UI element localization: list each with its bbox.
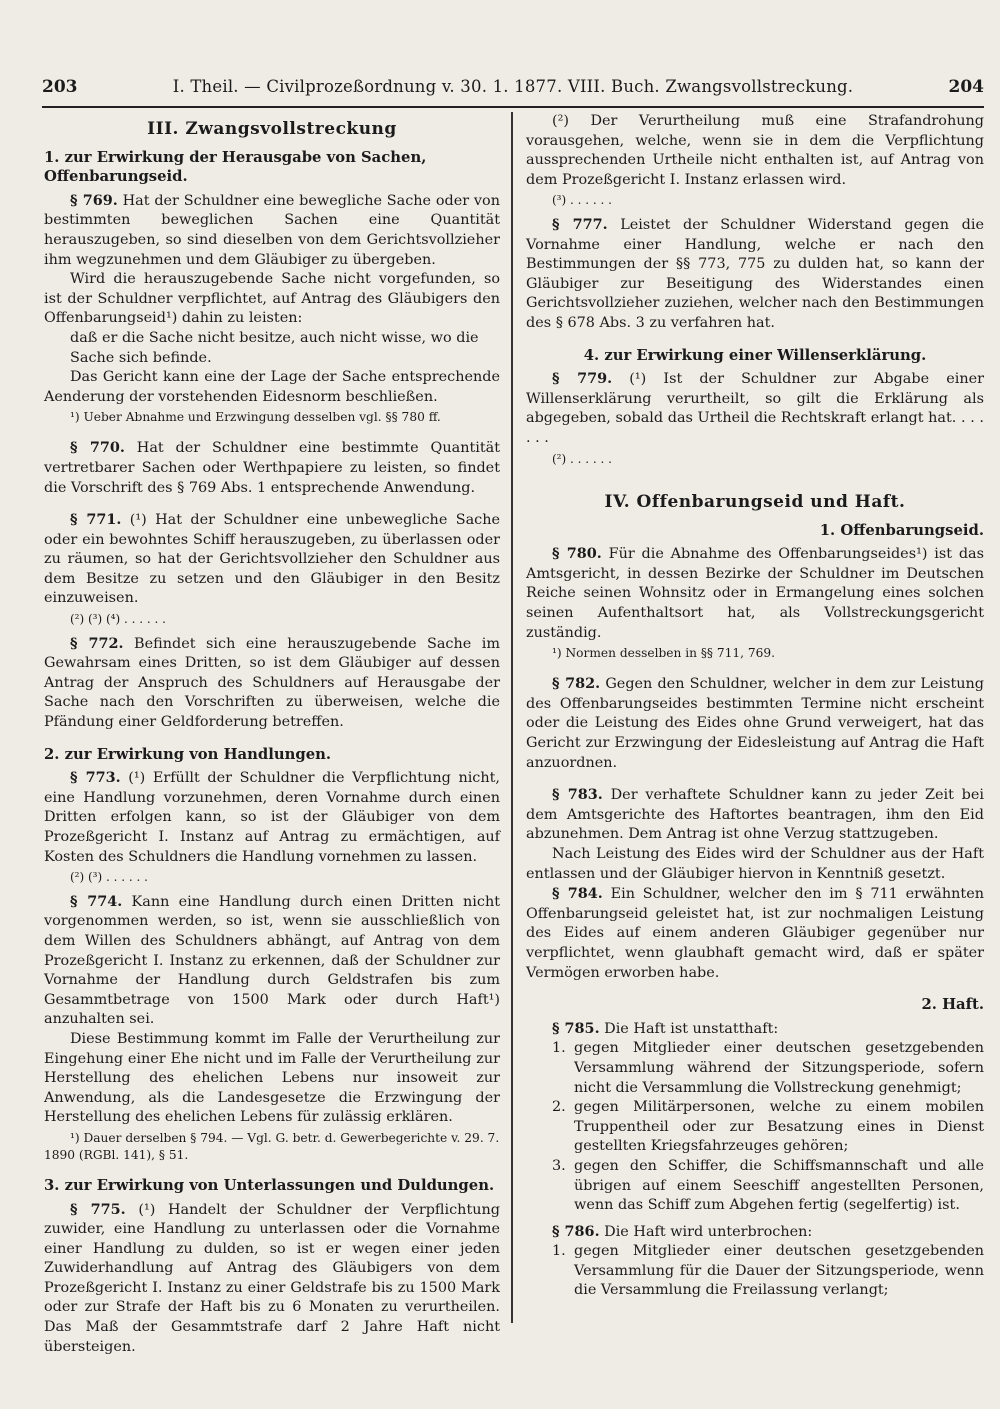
subheading-herausgabe: 1. zur Erwirkung der Herausgabe von Sachen, Offenbarungseid. xyxy=(44,148,427,186)
section-number: § 769. xyxy=(70,191,118,209)
right-column xyxy=(526,112,984,1301)
page-number-right: 204 xyxy=(948,77,984,97)
column-divider xyxy=(511,112,513,1323)
oath-formula: daß er die Sache nicht besitze, auch nicht wisse, wo die Sache sich befinde. xyxy=(70,329,479,366)
section-783-para2: Nach Leistung des Eides wird der Schuldner aus der Haft entlassen und der Gläubiger hiervon in Kenntniß gesetzt. xyxy=(526,846,984,882)
subheading-unterlassungen: 3. zur Erwirkung von Unterlassungen und Duldungen. xyxy=(44,1176,495,1194)
footnote-780: ¹) Normen desselben in §§ 711, 769. xyxy=(552,646,776,661)
section-785: § 785. Die Haft ist unstatthaft: xyxy=(552,1019,779,1037)
section-769-para2: Wird die herauszugebende Sache nicht vorgefunden, so ist der Schuldner verpflichtet, auf Antrag des Gläubigers den Offenbarungseid¹) dahin zu leisten: xyxy=(44,271,500,327)
list-item: 1. gegen Mitglieder einer deutschen gesetzgebenden Versammlung für die Dauer der Sitzungsperiode, wenn die Versammlung die Freilassung verlangt; xyxy=(552,1243,984,1299)
section-772: § 772. Befindet sich eine herauszugebende Sache im Gewahrsam eines Dritten, so ist dem Gläubiger auf dessen Antrag der Anspruch des Schuldners auf Herausgabe der Sache nach den Vorschriften zu überweisen, welche die Pfändung einer Geldforderung betreffen. xyxy=(44,634,501,731)
section-771: § 771. (¹) Hat der Schuldner eine unbewegliche Sache oder ein bewohntes Schiff herauszugeben, zu überlassen oder zu räumen, so hat der Gerichtsvollzieher den Schuldner aus dem Besitze zu setzen und den Gläubiger in den Besitz einzuweisen. xyxy=(44,511,500,607)
left-column xyxy=(44,112,500,1357)
section-784: § 784. Ein Schuldner, welcher den im § 711 erwähnten Offenbarungseid geleistet hat, ist zur nochmaligen Leistung des Eides auf einem anderen Gläubiger gegenüber nur verpflichtet, wenn glaubhaft gemacht wird, daß er später Vermögen erworben habe. xyxy=(526,885,984,981)
section-774-para2: Diese Bestimmung kommt im Falle der Verurtheilung zur Eingehung einer Ehe nicht und im Falle der Verurtheilung zur Herstellung des ehelichen Lebens nur insoweit zur Anwendung, als die Landesgesetze die Erzwingung der Herstellung des ehelichen Lebens für zulässig erklären. xyxy=(44,1030,500,1126)
omitted-paragraphs: (²) (³) (⁴) . . . . . . xyxy=(70,612,166,627)
section-783: § 783. Der verhaftete Schuldner kann zu jeder Zeit bei dem Amtsgerichte des Haftortes beantragen, ihm den Eid abzunehmen. Dem Antrag ist ohne Verzug stattzugeben. xyxy=(526,786,984,843)
section-775-para2: (²) Der Verurtheilung muß eine Strafandrohung vorausgehen, welche, wenn sie in dem die Verpflichtung aussprechenden Urtheile nicht enthalten ist, auf Antrag von dem Prozeßgericht I. Instanz erlassen wird. xyxy=(526,113,984,188)
list-item: 2. gegen Militärpersonen, welche zu einem mobilen Truppentheil oder zur Besatzung eines in Dienst gestellten Kriegsfahrzeuges gehören; xyxy=(552,1099,984,1155)
list-item: 1. gegen Mitglieder einer deutschen gesetzgebenden Versammlung während der Sitzungsperiode, sofern nicht die Versammlung die Vollstreckung genehmigt; xyxy=(552,1040,984,1096)
section-773: § 773. (¹) Erfüllt der Schuldner die Verpflichtung nicht, eine Handlung vorzunehmen, deren Vornahme durch einen Dritten erfolgen kann, so ist der Gläubiger von dem Prozeßgericht I. Instanz auf Antrag zu ermächtigen, auf Kosten des Schuldners die Handlung vornehmen zu lassen. xyxy=(44,769,500,865)
section-770: § 770. Hat der Schuldner eine bestimmte Quantität vertretbarer Sachen oder Werthpapiere zu leisten, so findet die Vorschrift des § 769 Abs. 1 entsprechende Anwendung. xyxy=(44,439,501,496)
section-775: § 775. (¹) Handelt der Schuldner der Verpflichtung zuwider, eine Handlung zu unterlassen oder die Vornahme einer Handlung zu dulden, so ist er wegen einer jeden Zuwiderhandlung auf Antrag des Gläubigers von dem Prozeßgericht I. Instanz zu einer Geldstrafe bis zu 1500 Mark oder zur Strafe der Haft bis zu 6 Monaten zu verurtheilen. Das Maß der Gesammtstrafe darf 2 Jahre Haft nicht übersteigen. xyxy=(44,1200,500,1355)
section-782: § 782. Gegen den Schuldner, welcher in dem zur Leistung des Offenbarungseides bestimmten Termine nicht erscheint oder die Leistung des Eides ohne Grund verweigert, hat das Gericht zur Erzwingung der Eidesleistung auf Antrag die Haft anzuordnen. xyxy=(526,675,984,771)
section-779: § 779. (¹) Ist der Schuldner zur Abgabe einer Willenserklärung verurtheilt, so gilt die Erklärung als abgegeben, sobald das Urtheil die Rechtskraft erlangt hat. . . . . . . xyxy=(526,370,984,446)
section-769: § 769. Hat der Schuldner eine bewegliche Sache oder von bestimmten beweglichen Sachen eine Quantität herauszugeben, so sind dieselben von dem Gerichtsvollzieher ihm wegzunehmen und dem Gläubiger zu übergeben. xyxy=(44,191,500,268)
running-title: I. Theil. — Civilprozeßordnung v. 30. 1. 1877. VIII. Buch. Zwangsvollstreckung. xyxy=(172,77,854,96)
footnote-774: ¹) Dauer derselben § 794. — Vgl. G. betr. d. Gewerbegerichte v. 29. 7. 1890 (RGBl. 141), § 51. xyxy=(44,1130,500,1162)
footnote-769: ¹) Ueber Abnahme und Erzwingung desselben vgl. §§ 780 ff. xyxy=(70,410,441,425)
part-heading-iv: IV. Offenbarungseid und Haft. xyxy=(604,492,906,513)
omitted-paragraphs: (²) . . . . . . xyxy=(552,451,612,466)
running-header xyxy=(42,72,984,102)
section-769-para3: Das Gericht kann eine der Lage der Sache entsprechende Aenderung der vorstehenden Eidesnorm beschließen. xyxy=(44,369,500,405)
omitted-paragraphs: (²) (³) . . . . . . xyxy=(70,870,148,885)
section-774: § 774. Kann eine Handlung durch einen Dritten nicht vorgenommen werden, so ist, wenn sie ausschließlich von dem Willen des Schuldners abhängt, auf Antrag von dem Prozeßgericht I. Instanz zu erkennen, daß der Schuldner zur Vornahme der Handlung durch Geldstrafen bis zum Gesammtbetrage von 1500 Mark oder durch Haft¹) anzuhalten sei. xyxy=(44,892,500,1028)
page-number-left: 203 xyxy=(42,77,78,97)
subheading-offenbarungseid: 1. Offenbarungseid. xyxy=(819,521,984,539)
omitted-paragraphs: (³) . . . . . . xyxy=(552,193,612,208)
section-786: § 786. Die Haft wird unterbrochen: xyxy=(552,1222,813,1240)
list-item: 3. gegen den Schiffer, die Schiffsmannschaft und alle übrigen auf einem Seeschiff angestellten Personen, wenn das Schiff zum Abgehen fertig (segelfertig) ist. xyxy=(552,1157,984,1214)
subheading-haft: 2. Haft. xyxy=(921,996,984,1014)
header-rule xyxy=(42,106,984,108)
section-780: § 780. Für die Abnahme des Offenbarungseides¹) ist das Amtsgericht, in dessen Bezirke der Schuldner im Deutschen Reiche seinen Wohnsitz oder in Ermangelung eines solchen seinen Aufenthaltsort hat, als Vollstreckungsgericht zuständig. xyxy=(526,545,984,641)
section-777: § 777. Leistet der Schuldner Widerstand gegen die Vornahme einer Handlung, welche er nach den Bestimmungen der §§ 773, 775 zu dulden hat, so kann der Gläubiger zur Beseitigung des Widerstandes einen Gerichtsvollzieher zuziehen, welcher nach den Bestimmungen des § 678 Abs. 3 zu verfahren hat. xyxy=(526,215,984,331)
subheading-willenserklaerung: 4. zur Erwirkung einer Willenserklärung. xyxy=(583,346,927,364)
subheading-handlungen: 2. zur Erwirkung von Handlungen. xyxy=(44,745,332,763)
part-heading-iii: III. Zwangsvollstreckung xyxy=(147,119,397,139)
